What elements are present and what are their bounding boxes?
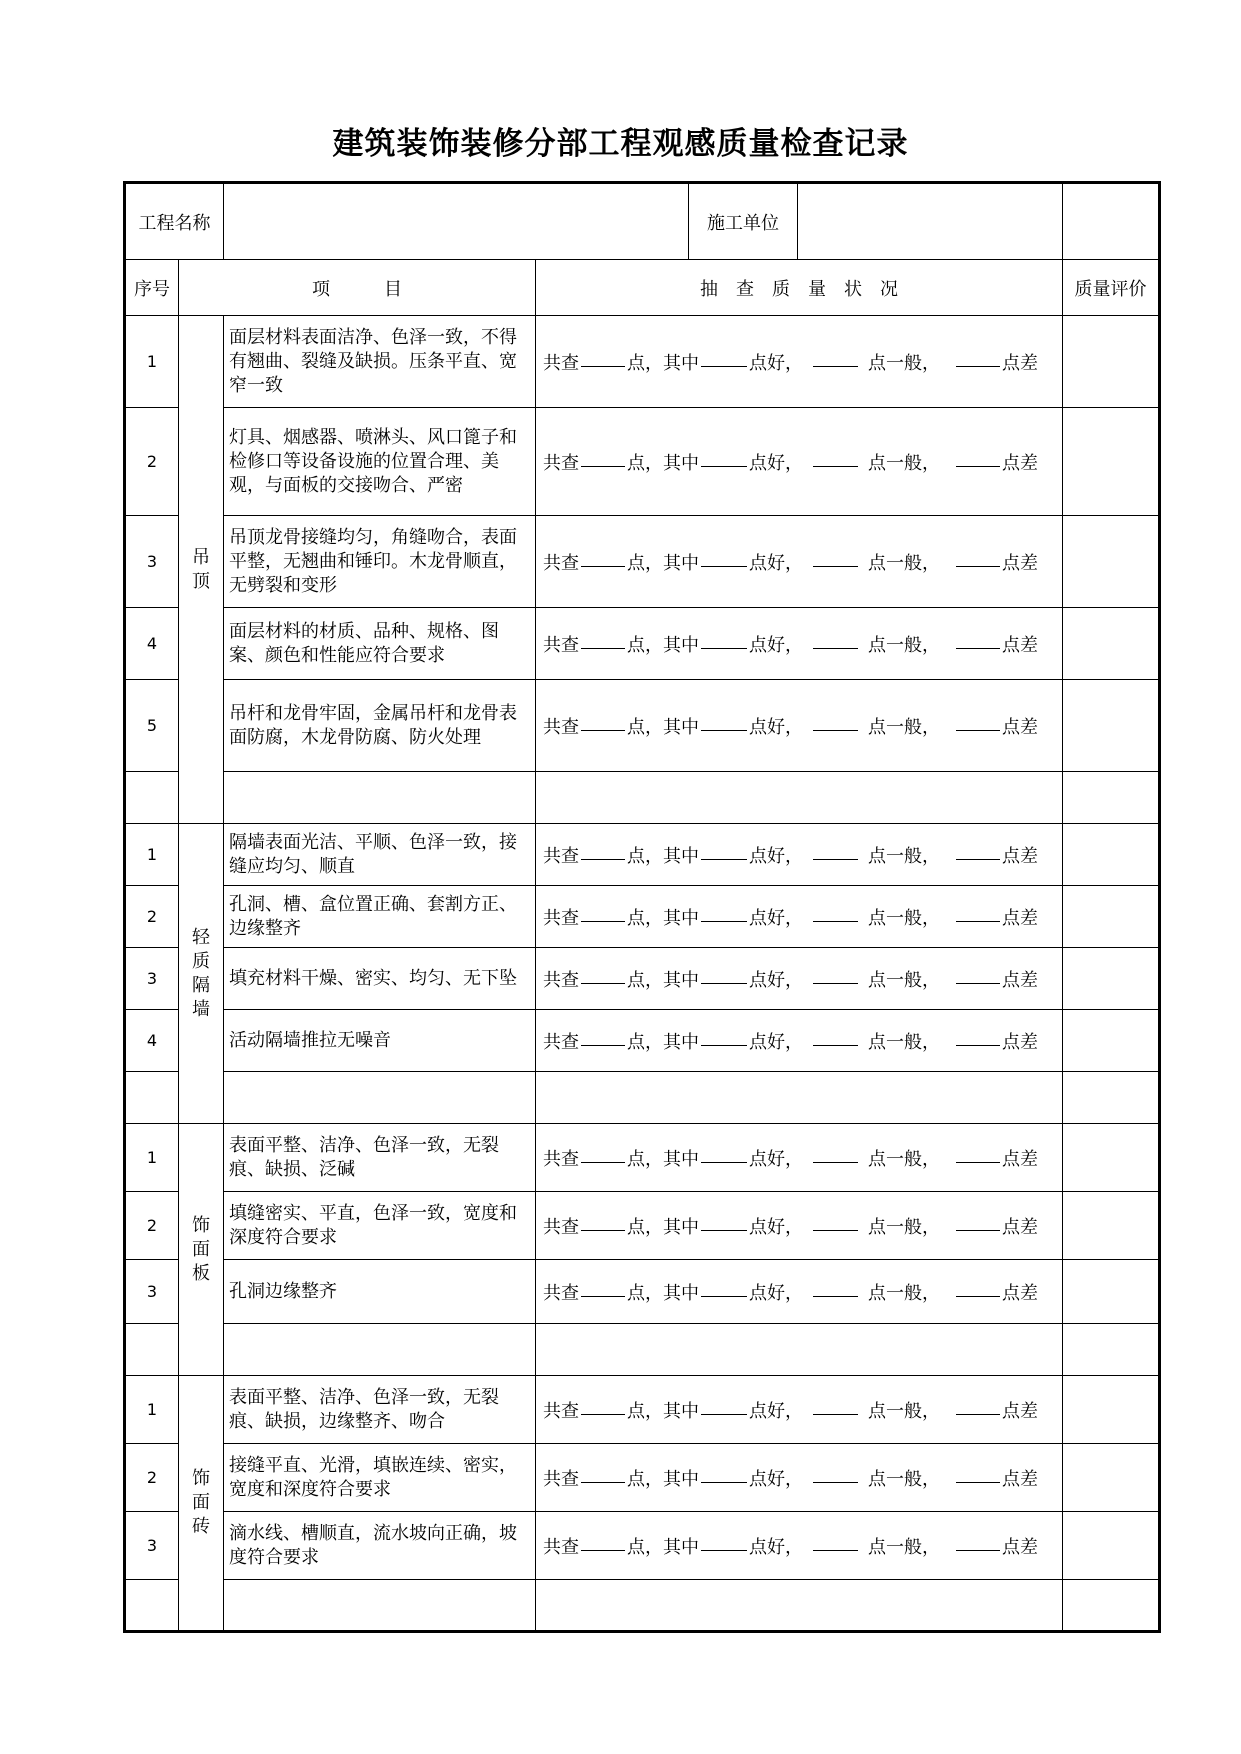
check-label-points: 点， (627, 552, 663, 574)
item-row (125, 408, 1160, 516)
check-label-general: 点一般， (868, 1282, 940, 1304)
check-label-poor: 点差 (1002, 907, 1038, 929)
blank-count-field[interactable] (701, 648, 747, 649)
item-row (125, 824, 1160, 886)
quality-evaluation-cell[interactable] (1063, 1512, 1160, 1580)
check-label-general: 点一般， (868, 845, 940, 867)
item-row (125, 608, 1160, 680)
check-label-among: 其中 (663, 634, 699, 656)
blank-count-field[interactable] (581, 859, 625, 860)
blank-status-cell[interactable] (536, 772, 1063, 824)
check-label-among: 其中 (663, 969, 699, 991)
page-title: 建筑装饰装修分部工程观感质量检查记录 (332, 126, 909, 162)
check-label-total: 共查 (543, 1536, 579, 1558)
item-row (125, 1444, 1160, 1512)
blank-count-field[interactable] (813, 1162, 858, 1163)
blank-count-field[interactable] (581, 1414, 625, 1415)
check-label-good: 点好， (749, 1216, 803, 1238)
item-description: 接缝平直、光滑，填嵌连续、密实，宽度和深度符合要求 (224, 1444, 536, 1512)
check-label-points: 点， (627, 1468, 663, 1490)
inspection-status-cell (536, 824, 1063, 886)
check-label-poor: 点差 (1002, 1468, 1038, 1490)
blank-count-field[interactable] (813, 1414, 858, 1415)
check-label-among: 其中 (663, 1468, 699, 1490)
blank-count-field[interactable] (581, 1296, 625, 1297)
quality-evaluation-cell[interactable] (1063, 1260, 1160, 1324)
blank-count-field[interactable] (701, 566, 747, 567)
blank-count-field[interactable] (956, 859, 1000, 860)
blank-count-field[interactable] (581, 466, 625, 467)
check-label-total: 共查 (543, 845, 579, 867)
item-row (125, 680, 1160, 772)
check-label-good: 点好， (749, 634, 803, 656)
check-label-good: 点好， (749, 1031, 803, 1053)
check-label-general: 点一般， (868, 1148, 940, 1170)
check-label-total: 共查 (543, 907, 579, 929)
blank-status-cell[interactable] (536, 1072, 1063, 1124)
blank-item-cell[interactable] (224, 1072, 536, 1124)
quality-evaluation-cell[interactable] (1063, 1124, 1160, 1192)
blank-count-field[interactable] (813, 730, 858, 731)
item-seq: 1 (125, 1124, 179, 1192)
inspection-status-cell (536, 1010, 1063, 1072)
check-label-among: 其中 (663, 1536, 699, 1558)
blank-count-field[interactable] (956, 566, 1000, 567)
blank-item-cell[interactable] (224, 1580, 536, 1632)
blank-count-field[interactable] (956, 1482, 1000, 1483)
blank-evaluation-cell[interactable] (1063, 772, 1160, 824)
blank-count-field[interactable] (956, 1550, 1000, 1551)
inspection-form-table (123, 181, 1161, 1633)
item-seq: 3 (125, 516, 179, 608)
blank-count-field[interactable] (956, 730, 1000, 731)
blank-row (125, 1324, 1160, 1376)
header-inspection: 抽 查 质 量 状 况 (536, 260, 1063, 316)
blank-count-field[interactable] (701, 1230, 747, 1231)
section-name (179, 316, 224, 824)
check-label-poor: 点差 (1002, 1400, 1038, 1422)
item-row (125, 1260, 1160, 1324)
inspection-status-cell (536, 886, 1063, 948)
check-label-general: 点一般， (868, 907, 940, 929)
quality-evaluation-cell[interactable] (1063, 1192, 1160, 1260)
item-description: 滴水线、槽顺直，流水坡向正确，坡度符合要求 (224, 1512, 536, 1580)
check-label-among: 其中 (663, 716, 699, 738)
check-label-poor: 点差 (1002, 1536, 1038, 1558)
check-label-general: 点一般， (868, 716, 940, 738)
blank-count-field[interactable] (956, 1230, 1000, 1231)
quality-evaluation-cell[interactable] (1063, 1010, 1160, 1072)
blank-seq-cell[interactable] (125, 1072, 179, 1124)
check-label-total: 共查 (543, 1216, 579, 1238)
quality-evaluation-cell[interactable] (1063, 886, 1160, 948)
check-label-among: 其中 (663, 452, 699, 474)
check-label-total: 共查 (543, 552, 579, 574)
check-label-points: 点， (627, 1216, 663, 1238)
inspection-status-cell (536, 1260, 1063, 1324)
item-description: 表面平整、洁净、色泽一致，无裂痕、缺损、泛碱 (224, 1124, 536, 1192)
blank-count-field[interactable] (701, 921, 747, 922)
item-seq: 3 (125, 1512, 179, 1580)
item-description: 隔墙表面光洁、平顺、色泽一致，接缝应均匀、顺直 (224, 824, 536, 886)
blank-row (125, 1072, 1160, 1124)
blank-count-field[interactable] (813, 1045, 858, 1046)
item-row (125, 1124, 1160, 1192)
check-label-points: 点， (627, 1148, 663, 1170)
section-name-char: 面 (192, 1238, 210, 1260)
header-row (125, 260, 1160, 316)
blank-count-field[interactable] (813, 1296, 858, 1297)
item-seq: 1 (125, 824, 179, 886)
section-name-char: 饰 (192, 1214, 210, 1236)
blank-evaluation-cell[interactable] (1063, 1580, 1160, 1632)
check-label-points: 点， (627, 1400, 663, 1422)
inspection-status-cell (536, 1124, 1063, 1192)
item-seq: 1 (125, 1376, 179, 1444)
item-description: 吊杆和龙骨牢固，金属吊杆和龙骨表面防腐，木龙骨防腐、防火处理 (224, 680, 536, 772)
check-label-total: 共查 (543, 452, 579, 474)
section-name-char: 饰 (192, 1468, 210, 1489)
contractor-label (689, 183, 1063, 260)
inspection-status-cell (536, 1192, 1063, 1260)
check-label-general: 点一般， (868, 1536, 940, 1558)
check-label-general: 点一般， (868, 552, 940, 574)
check-label-general: 点一般， (868, 1468, 940, 1490)
check-label-among: 其中 (663, 845, 699, 867)
blank-count-field[interactable] (701, 730, 747, 731)
check-label-poor: 点差 (1002, 716, 1038, 738)
quality-evaluation-cell[interactable] (1063, 1376, 1160, 1444)
info-row (125, 183, 1160, 260)
blank-count-field[interactable] (956, 648, 1000, 649)
section-name-char: 顶 (192, 570, 210, 592)
check-label-general: 点一般， (868, 452, 940, 474)
check-label-poor: 点差 (1002, 634, 1038, 656)
inspection-status-cell (536, 1376, 1063, 1444)
blank-status-cell[interactable] (536, 1324, 1063, 1376)
item-description: 面层材料表面洁净、色泽一致，不得有翘曲、裂缝及缺损。压条平直、宽窄一致 (224, 316, 536, 408)
blank-status-cell[interactable] (536, 1580, 1063, 1632)
blank-row (125, 772, 1160, 824)
blank-count-field[interactable] (701, 1045, 747, 1046)
check-label-total: 共查 (543, 1031, 579, 1053)
inspection-status-cell (536, 516, 1063, 608)
section-name (179, 1376, 224, 1632)
blank-count-field[interactable] (701, 466, 747, 467)
check-label-total: 共查 (543, 1400, 579, 1422)
blank-seq-cell[interactable] (125, 772, 179, 824)
contractor-field-extra[interactable] (1063, 183, 1160, 260)
check-label-points: 点， (627, 634, 663, 656)
blank-count-field[interactable] (813, 1482, 858, 1483)
blank-count-field[interactable] (813, 1230, 858, 1231)
quality-evaluation-cell[interactable] (1063, 680, 1160, 772)
check-label-poor: 点差 (1002, 969, 1038, 991)
item-seq: 2 (125, 886, 179, 948)
section-name (179, 824, 224, 1124)
item-seq: 2 (125, 1444, 179, 1512)
section-name-char: 面 (192, 1492, 210, 1513)
inspection-status-cell (536, 316, 1063, 408)
check-label-general: 点一般， (868, 1031, 940, 1053)
section-name-char: 隔 (192, 974, 210, 996)
quality-evaluation-cell[interactable] (1063, 608, 1160, 680)
check-label-poor: 点差 (1002, 552, 1038, 574)
check-label-points: 点， (627, 716, 663, 738)
blank-evaluation-cell[interactable] (1063, 1324, 1160, 1376)
blank-count-field[interactable] (581, 566, 625, 567)
item-seq: 1 (125, 316, 179, 408)
blank-count-field[interactable] (701, 859, 747, 860)
item-seq: 2 (125, 1192, 179, 1260)
check-label-among: 其中 (663, 552, 699, 574)
check-label-poor: 点差 (1002, 352, 1038, 374)
check-label-poor: 点差 (1002, 845, 1038, 867)
check-label-points: 点， (627, 452, 663, 474)
blank-item-cell[interactable] (224, 1324, 536, 1376)
check-label-total: 共查 (543, 1282, 579, 1304)
check-label-among: 其中 (663, 1031, 699, 1053)
item-description: 表面平整、洁净、色泽一致，无裂痕、缺损，边缘整齐、吻合 (224, 1376, 536, 1444)
check-label-points: 点， (627, 845, 663, 867)
item-description: 面层材料的材质、品种、规格、图案、颜色和性能应符合要求 (224, 608, 536, 680)
inspection-status-cell (536, 608, 1063, 680)
blank-count-field[interactable] (956, 366, 1000, 367)
blank-count-field[interactable] (701, 1296, 747, 1297)
section-name-char: 板 (192, 1262, 210, 1284)
check-label-total: 共查 (543, 634, 579, 656)
check-label-among: 其中 (663, 907, 699, 929)
item-seq: 4 (125, 608, 179, 680)
contractor-label-text: 施工单位 (689, 184, 798, 259)
form-body (125, 183, 1160, 1632)
blank-evaluation-cell[interactable] (1063, 1072, 1160, 1124)
check-label-points: 点， (627, 907, 663, 929)
header-item: 项 目 (179, 260, 536, 316)
check-label-good: 点好， (749, 907, 803, 929)
quality-evaluation-cell[interactable] (1063, 316, 1160, 408)
blank-count-field[interactable] (813, 366, 858, 367)
contractor-field[interactable] (798, 184, 1062, 259)
item-row (125, 1192, 1160, 1260)
blank-count-field[interactable] (813, 859, 858, 860)
blank-count-field[interactable] (581, 1482, 625, 1483)
check-label-among: 其中 (663, 1216, 699, 1238)
item-description: 孔洞边缘整齐 (224, 1260, 536, 1324)
blank-count-field[interactable] (581, 366, 625, 367)
check-label-general: 点一般， (868, 1216, 940, 1238)
item-description: 填缝密实、平直，色泽一致，宽度和深度符合要求 (224, 1192, 536, 1260)
section-name-char: 墙 (192, 998, 210, 1020)
blank-count-field[interactable] (956, 466, 1000, 467)
check-label-poor: 点差 (1002, 1031, 1038, 1053)
blank-count-field[interactable] (701, 1550, 747, 1551)
check-label-poor: 点差 (1002, 1148, 1038, 1170)
blank-count-field[interactable] (581, 1230, 625, 1231)
check-label-good: 点好， (749, 1400, 803, 1422)
inspection-status-cell (536, 408, 1063, 516)
inspection-status-cell (536, 1512, 1063, 1580)
blank-item-cell[interactable] (224, 772, 536, 824)
check-label-total: 共查 (543, 1148, 579, 1170)
check-label-points: 点， (627, 1282, 663, 1304)
item-description: 填充材料干燥、密实、均匀、无下坠 (224, 948, 536, 1010)
blank-seq-cell[interactable] (125, 1580, 179, 1632)
check-label-total: 共查 (543, 352, 579, 374)
item-row (125, 1512, 1160, 1580)
check-label-good: 点好， (749, 1148, 803, 1170)
check-label-among: 其中 (663, 1282, 699, 1304)
item-seq: 3 (125, 948, 179, 1010)
item-description: 吊顶龙骨接缝均匀，角缝吻合，表面平整，无翘曲和锤印。木龙骨顺直，无劈裂和变形 (224, 516, 536, 608)
check-label-points: 点， (627, 1536, 663, 1558)
section-name-char: 轻 (192, 926, 210, 948)
section-name-char: 质 (192, 950, 210, 972)
check-label-points: 点， (627, 352, 663, 374)
item-description: 灯具、烟感器、喷淋头、风口篦子和检修口等设备设施的位置合理、美观，与面板的交接吻合、严密 (224, 408, 536, 516)
item-row (125, 516, 1160, 608)
item-row (125, 948, 1160, 1010)
blank-count-field[interactable] (956, 1296, 1000, 1297)
check-label-good: 点好， (749, 1282, 803, 1304)
blank-row (125, 1580, 1160, 1632)
quality-evaluation-cell[interactable] (1063, 516, 1160, 608)
check-label-good: 点好， (749, 1536, 803, 1558)
check-label-total: 共查 (543, 969, 579, 991)
item-seq: 4 (125, 1010, 179, 1072)
header-seq: 序号 (125, 260, 179, 316)
blank-count-field[interactable] (581, 648, 625, 649)
check-label-good: 点好， (749, 716, 803, 738)
check-label-among: 其中 (663, 1148, 699, 1170)
quality-evaluation-cell[interactable] (1063, 948, 1160, 1010)
blank-count-field[interactable] (581, 1162, 625, 1163)
inspection-status-cell (536, 948, 1063, 1010)
check-label-general: 点一般， (868, 1400, 940, 1422)
blank-count-field[interactable] (956, 1162, 1000, 1163)
check-label-poor: 点差 (1002, 452, 1038, 474)
blank-count-field[interactable] (701, 366, 747, 367)
check-label-poor: 点差 (1002, 1216, 1038, 1238)
check-label-good: 点好， (749, 452, 803, 474)
check-label-total: 共查 (543, 716, 579, 738)
blank-count-field[interactable] (581, 730, 625, 731)
inspection-status-cell (536, 680, 1063, 772)
blank-count-field[interactable] (813, 566, 858, 567)
item-description: 孔洞、槽、盒位置正确、套割方正、边缘整齐 (224, 886, 536, 948)
section-name (179, 1124, 224, 1376)
blank-count-field[interactable] (813, 1550, 858, 1551)
blank-count-field[interactable] (581, 983, 625, 984)
blank-count-field[interactable] (956, 983, 1000, 984)
inspection-status-cell (536, 1444, 1063, 1512)
item-description: 活动隔墙推拉无噪音 (224, 1010, 536, 1072)
check-label-general: 点一般， (868, 634, 940, 656)
blank-count-field[interactable] (581, 1550, 625, 1551)
item-seq: 5 (125, 680, 179, 772)
blank-count-field[interactable] (813, 648, 858, 649)
item-row (125, 1010, 1160, 1072)
blank-count-field[interactable] (581, 921, 625, 922)
check-label-good: 点好， (749, 552, 803, 574)
blank-count-field[interactable] (813, 466, 858, 467)
check-label-general: 点一般， (868, 352, 940, 374)
item-seq: 2 (125, 408, 179, 516)
section-name-char: 砖 (192, 1516, 210, 1537)
check-label-among: 其中 (663, 1400, 699, 1422)
item-row (125, 316, 1160, 408)
check-label-poor: 点差 (1002, 1282, 1038, 1304)
project-name-field[interactable] (224, 183, 689, 260)
blank-count-field[interactable] (701, 1482, 747, 1483)
item-row (125, 886, 1160, 948)
check-label-total: 共查 (543, 1468, 579, 1490)
blank-count-field[interactable] (701, 1162, 747, 1163)
header-evaluation: 质量评价 (1063, 260, 1160, 316)
check-label-among: 其中 (663, 352, 699, 374)
item-row (125, 1376, 1160, 1444)
section-name-char: 吊 (192, 546, 210, 568)
check-label-good: 点好， (749, 845, 803, 867)
check-label-general: 点一般， (868, 969, 940, 991)
check-label-points: 点， (627, 969, 663, 991)
quality-evaluation-cell[interactable] (1063, 408, 1160, 516)
check-label-good: 点好， (749, 1468, 803, 1490)
project-name-label: 工程名称 (125, 183, 224, 260)
quality-evaluation-cell[interactable] (1063, 824, 1160, 886)
blank-count-field[interactable] (581, 1045, 625, 1046)
blank-count-field[interactable] (956, 1414, 1000, 1415)
blank-seq-cell[interactable] (125, 1324, 179, 1376)
quality-evaluation-cell[interactable] (1063, 1444, 1160, 1512)
blank-count-field[interactable] (956, 1045, 1000, 1046)
check-label-points: 点， (627, 1031, 663, 1053)
item-seq: 3 (125, 1260, 179, 1324)
blank-count-field[interactable] (701, 1414, 747, 1415)
check-label-good: 点好， (749, 352, 803, 374)
blank-count-field[interactable] (701, 983, 747, 984)
check-label-good: 点好， (749, 969, 803, 991)
blank-count-field[interactable] (813, 921, 858, 922)
blank-count-field[interactable] (813, 983, 858, 984)
blank-count-field[interactable] (956, 921, 1000, 922)
